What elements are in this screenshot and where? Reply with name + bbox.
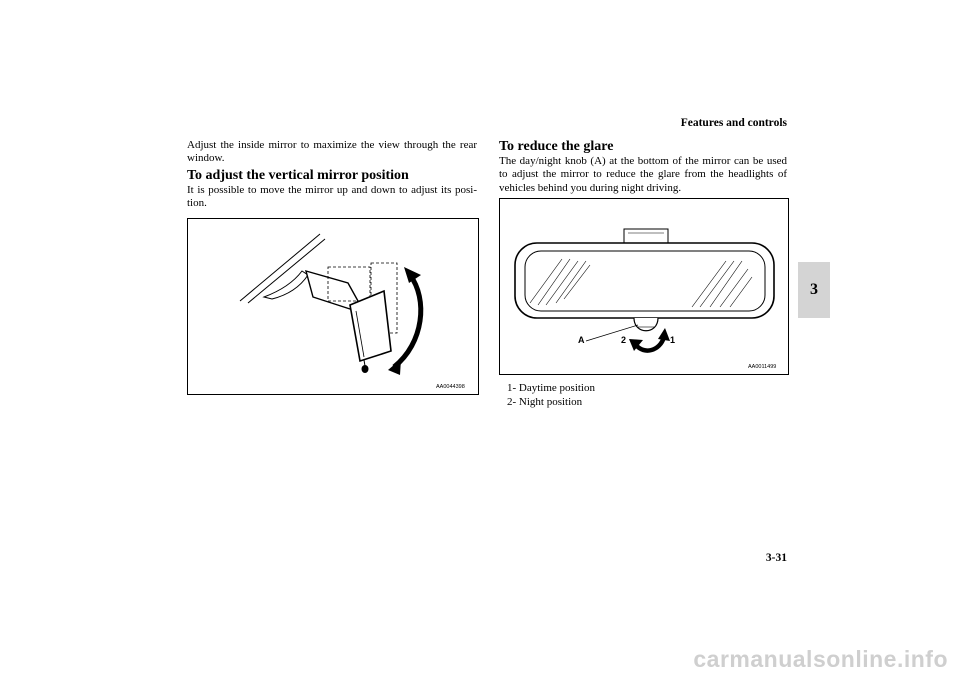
watermark-text: carmanualsonline.info bbox=[693, 646, 948, 672]
day-label: 1 bbox=[670, 335, 676, 345]
position-legend bbox=[507, 381, 767, 409]
vertical-position-heading: To adjust the vertical mirror position bbox=[187, 168, 409, 183]
chapter-tab bbox=[798, 262, 830, 318]
night-label: 2 bbox=[621, 335, 627, 345]
vertical-mirror-illustration bbox=[188, 219, 478, 394]
legend-item-night: 2- Night position bbox=[507, 396, 583, 408]
intro-paragraph: Adjust the inside mirror to maximize the view through the rear window. bbox=[187, 139, 477, 165]
watermark-bar bbox=[0, 641, 960, 678]
legend-item-daytime: 1- Daytime position bbox=[507, 382, 595, 394]
chapter-number: 3 bbox=[810, 281, 818, 298]
glare-figure bbox=[499, 198, 789, 375]
figure-code: AA0011499 bbox=[748, 364, 777, 370]
page-number: 3-31 bbox=[765, 552, 787, 564]
vertical-position-paragraph: It is possible to move the mirror up and down to adjust its posi-tion. bbox=[187, 184, 477, 210]
knob-label-a: A bbox=[578, 335, 585, 345]
glare-heading: To reduce the glare bbox=[499, 139, 614, 154]
figure-code: AA0044398 bbox=[436, 384, 465, 390]
vertical-adjust-figure bbox=[187, 218, 479, 395]
rearview-mirror-illustration bbox=[500, 199, 788, 374]
glare-paragraph: The day/night knob (A) at the bottom of the mirror can be used to adjust the mirror to reduce the glare from the headlights of vehicles behind you during night driving. bbox=[499, 155, 787, 194]
section-header: Features and controls bbox=[680, 117, 787, 129]
